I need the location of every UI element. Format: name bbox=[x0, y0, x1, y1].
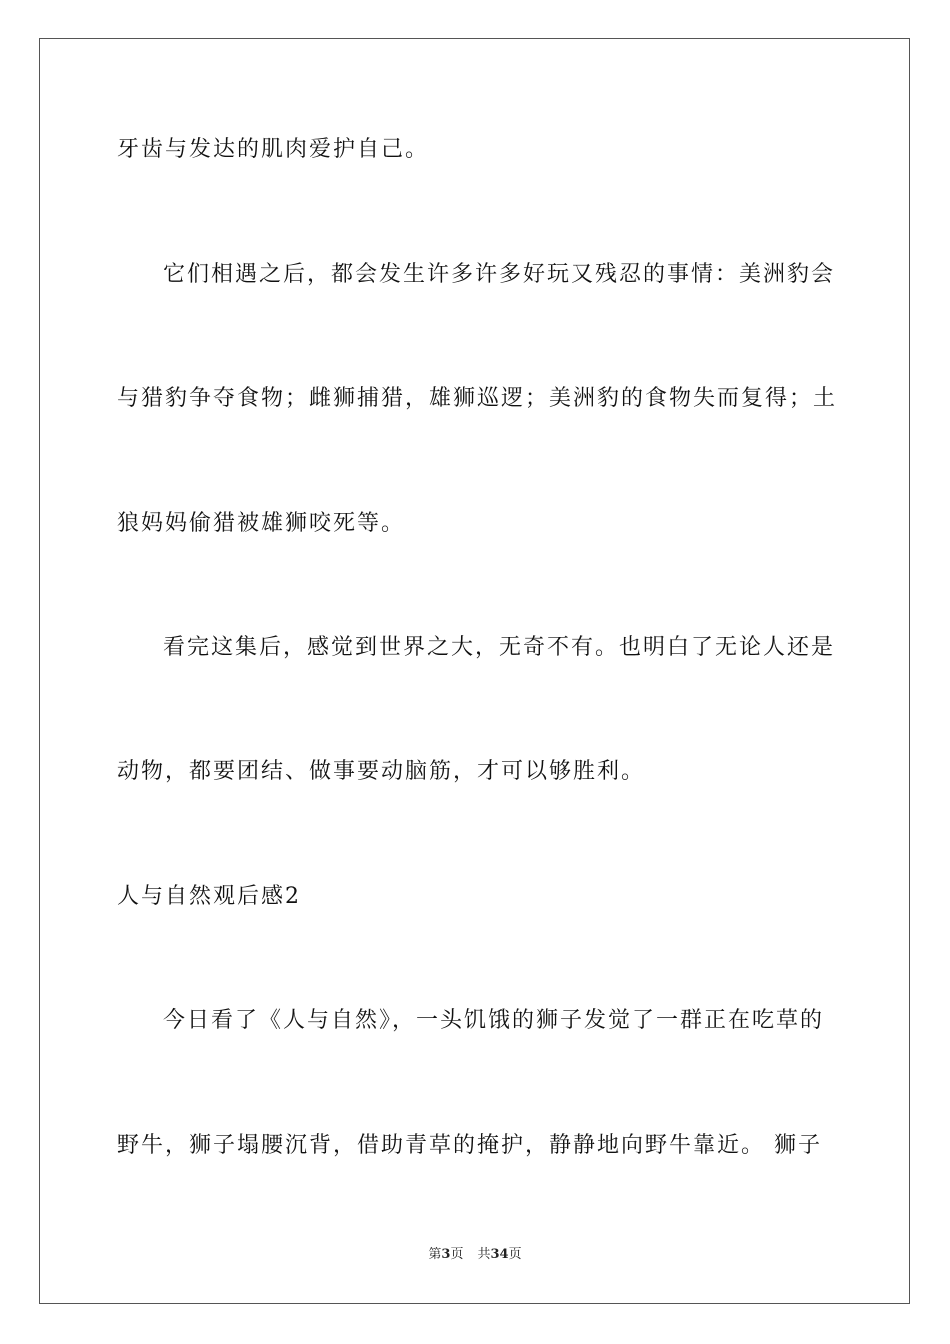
text-line-4: 狼妈妈偷猎被雄狮咬死等。 bbox=[117, 511, 406, 536]
section-heading: 人与自然观后感2 bbox=[117, 884, 301, 909]
text-line-6: 动物，都要团结、做事要动脑筋，才可以够胜利。 bbox=[117, 759, 646, 784]
text-line-5: 看完这集后，感觉到世界之大，无奇不有。也明白了无论人还是 bbox=[163, 635, 836, 660]
page-suffix: 页 bbox=[450, 1247, 464, 1262]
page-border bbox=[39, 38, 910, 1304]
total-suffix: 页 bbox=[508, 1247, 522, 1262]
page-number: 3 bbox=[441, 1247, 451, 1262]
text-line-9: 野牛，狮子塌腰沉背，借助青草的掩护，静静地向野牛靠近。 狮子 bbox=[117, 1133, 822, 1158]
text-line-2: 它们相遇之后，都会发生许多许多好玩又残忍的事情：美洲豹会 bbox=[163, 262, 836, 287]
text-line-3: 与猎豹争夺食物；雌狮捕猎，雄狮巡逻；美洲豹的食物失而复得；土 bbox=[117, 386, 838, 411]
total-pages: 34 bbox=[490, 1247, 509, 1262]
total-prefix: 共 bbox=[477, 1247, 491, 1262]
page-prefix: 第 bbox=[428, 1247, 442, 1262]
page-footer bbox=[0, 1247, 950, 1263]
text-line-1: 牙齿与发达的肌肉爱护自己。 bbox=[117, 137, 430, 162]
text-line-8: 今日看了《人与自然》，一头饥饿的狮子发觉了一群正在吃草的 bbox=[163, 1008, 825, 1033]
